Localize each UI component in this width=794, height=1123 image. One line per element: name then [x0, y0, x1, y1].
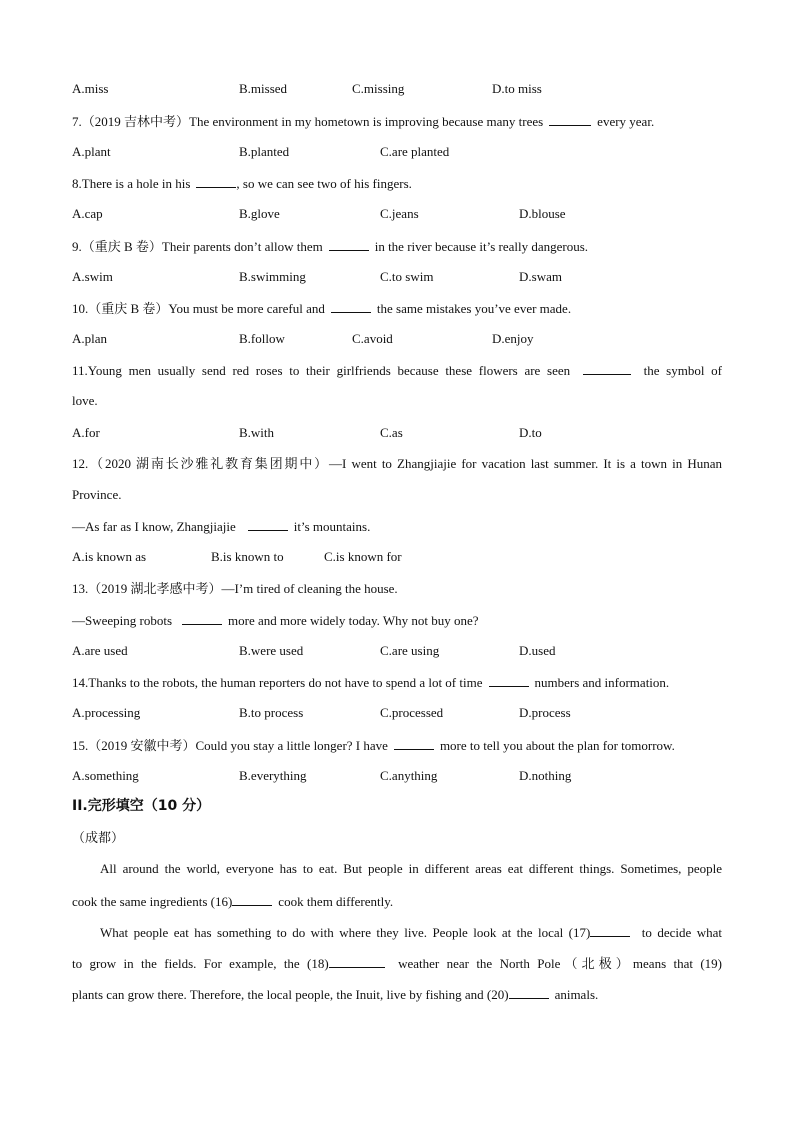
passage-text: cook them differently. — [278, 894, 394, 909]
q6-option-c: C.missing — [352, 81, 405, 96]
q10-stem: 10.（重庆 B 卷）You must be more careful and — [72, 301, 325, 316]
q10-option-a: A.plan — [72, 331, 108, 346]
answer-blank — [489, 674, 529, 687]
q12-reply-end: it’s mountains. — [293, 519, 371, 534]
question-9 — [72, 238, 588, 255]
q13-option-b: B.were used — [239, 643, 304, 658]
passage-text: cook the same ingredients (16) — [72, 894, 233, 909]
passage-text: to grow in the fields. For example, the (18) — [72, 956, 329, 971]
q8-option-c: C.jeans — [380, 206, 419, 221]
q15-option-a: A.something — [72, 768, 139, 783]
passage-paragraph-2-line-1 — [100, 924, 722, 941]
answer-blank — [182, 612, 222, 625]
q11-stem: 11.Young men usually send red roses to their girlfriends because these flowers are seen — [72, 363, 571, 378]
passage-text: weather near the North Pole（北极）means that (19) — [398, 956, 722, 971]
q13-reply-stem: —Sweeping robots — [72, 613, 173, 628]
q10-option-c: C.avoid — [352, 331, 393, 346]
passage-text: What people eat has something to do with where they live. People look at the local (17) — [100, 925, 591, 940]
q14-option-c: C.processed — [380, 705, 444, 720]
q15-stem: 15.（2019 安徽中考）Could you stay a little longer? I have — [72, 738, 388, 753]
section-heading: II.完形填空（10 分） — [72, 798, 211, 814]
q7-option-c: C.are planted — [380, 144, 450, 159]
q15-option-b: B.everything — [239, 768, 307, 783]
q6-option-d: D.to miss — [492, 81, 542, 96]
passage-paragraph-2-line-3 — [72, 986, 598, 1003]
q9-stem: 9.（重庆 B 卷）Their parents don’t allow them — [72, 239, 323, 254]
answer-blank — [394, 737, 434, 750]
passage-paragraph-1-line-1: All around the world, everyone has to eat. But people in different areas eat different things. Sometimes, people — [100, 861, 722, 876]
passage-text: to decide what — [641, 925, 722, 940]
q14-options — [72, 705, 732, 721]
q9-option-c: C.to swim — [380, 269, 434, 284]
cloze-blank-20 — [509, 986, 549, 999]
q14-option-d: D.process — [519, 705, 571, 720]
q13-reply-end: more and more widely today. Why not buy one? — [228, 613, 479, 628]
q10-stem-end: the same mistakes you’ve ever made. — [376, 301, 572, 316]
q9-option-a: A.swim — [72, 269, 113, 284]
q8-stem-end: , so we can see two of his fingers. — [236, 176, 412, 191]
passage-paragraph-2-line-2 — [72, 955, 722, 972]
q7-stem: 7.（2019 吉林中考）The environment in my hometown is improving because many trees — [72, 114, 544, 129]
q11-continuation: love. — [72, 393, 98, 408]
question-15 — [72, 737, 675, 754]
q14-option-b: B.to process — [239, 705, 304, 720]
question-12: 12.（2020 湖南长沙雅礼教育集团期中）—I went to Zhangjiajie for vacation last summer. It is a town in Hunan — [72, 456, 722, 471]
q10-options — [72, 331, 732, 347]
q8-option-d: D.blouse — [519, 206, 566, 221]
q15-option-c: C.anything — [380, 768, 438, 783]
answer-blank — [329, 238, 369, 251]
q12-reply — [72, 518, 370, 535]
q14-stem: 14.Thanks to the robots, the human reporters do not have to spend a lot of time — [72, 675, 483, 690]
question-10 — [72, 300, 571, 317]
q13-options — [72, 643, 732, 659]
question-13: 13.（2019 湖北孝感中考）—I’m tired of cleaning the house. — [72, 581, 398, 596]
answer-blank — [549, 113, 591, 126]
q9-option-b: B.swimming — [239, 269, 306, 284]
question-14 — [72, 674, 669, 691]
q10-option-b: B.follow — [239, 331, 285, 346]
answer-blank — [196, 175, 236, 188]
q12-continuation: Province. — [72, 487, 122, 502]
q11-option-b: B.with — [239, 425, 275, 440]
q13-option-c: C.are using — [380, 643, 440, 658]
q11-option-c: C.as — [380, 425, 403, 440]
answer-blank — [583, 362, 631, 375]
q11-stem-end: the symbol of — [643, 363, 723, 378]
passage-text: animals. — [554, 987, 599, 1002]
passage-source: （成都） — [72, 830, 125, 845]
q11-options — [72, 425, 732, 441]
q15-options — [72, 768, 732, 784]
cloze-blank-16 — [232, 893, 272, 906]
passage-paragraph-1-line-2 — [72, 893, 393, 910]
q11-option-a: A.for — [72, 425, 100, 440]
q15-stem-end: more to tell you about the plan for tomorrow. — [439, 738, 675, 753]
q13-option-d: D.used — [519, 643, 556, 658]
q8-options — [72, 206, 732, 222]
q6-options — [72, 81, 732, 97]
q14-option-a: A.processing — [72, 705, 141, 720]
q8-option-b: B.glove — [239, 206, 280, 221]
q7-stem-end: every year. — [597, 114, 655, 129]
question-7 — [72, 113, 654, 130]
q12-options — [72, 549, 732, 565]
q11-option-d: D.to — [519, 425, 542, 440]
q8-stem: 8.There is a hole in his — [72, 176, 191, 191]
q12-option-c: C.is known for — [324, 549, 402, 564]
answer-blank — [331, 300, 371, 313]
q8-option-a: A.cap — [72, 206, 103, 221]
cloze-blank-17 — [590, 924, 630, 937]
q7-option-a: A.plant — [72, 144, 111, 159]
answer-blank — [248, 518, 288, 531]
q15-option-d: D.nothing — [519, 768, 572, 783]
q13-option-a: A.are used — [72, 643, 128, 658]
question-11 — [72, 362, 722, 379]
q9-stem-end: in the river because it’s really dangerous. — [374, 239, 589, 254]
cloze-blank-18 — [329, 955, 385, 968]
q12-option-a: A.is known as — [72, 549, 147, 564]
q6-option-a: A.miss — [72, 81, 109, 96]
passage-text: plants can grow there. Therefore, the local people, the Inuit, live by fishing and (20) — [72, 987, 509, 1002]
question-8 — [72, 175, 412, 192]
q12-option-b: B.is known to — [211, 549, 284, 564]
q10-option-d: D.enjoy — [492, 331, 534, 346]
q9-options — [72, 269, 732, 285]
q12-reply-stem: —As far as I know, Zhangjiajie — [72, 519, 236, 534]
q9-option-d: D.swam — [519, 269, 562, 284]
q6-option-b: B.missed — [239, 81, 288, 96]
q7-option-b: B.planted — [239, 144, 290, 159]
q7-options — [72, 144, 732, 160]
q13-reply — [72, 612, 479, 629]
q14-stem-end: numbers and information. — [534, 675, 670, 690]
